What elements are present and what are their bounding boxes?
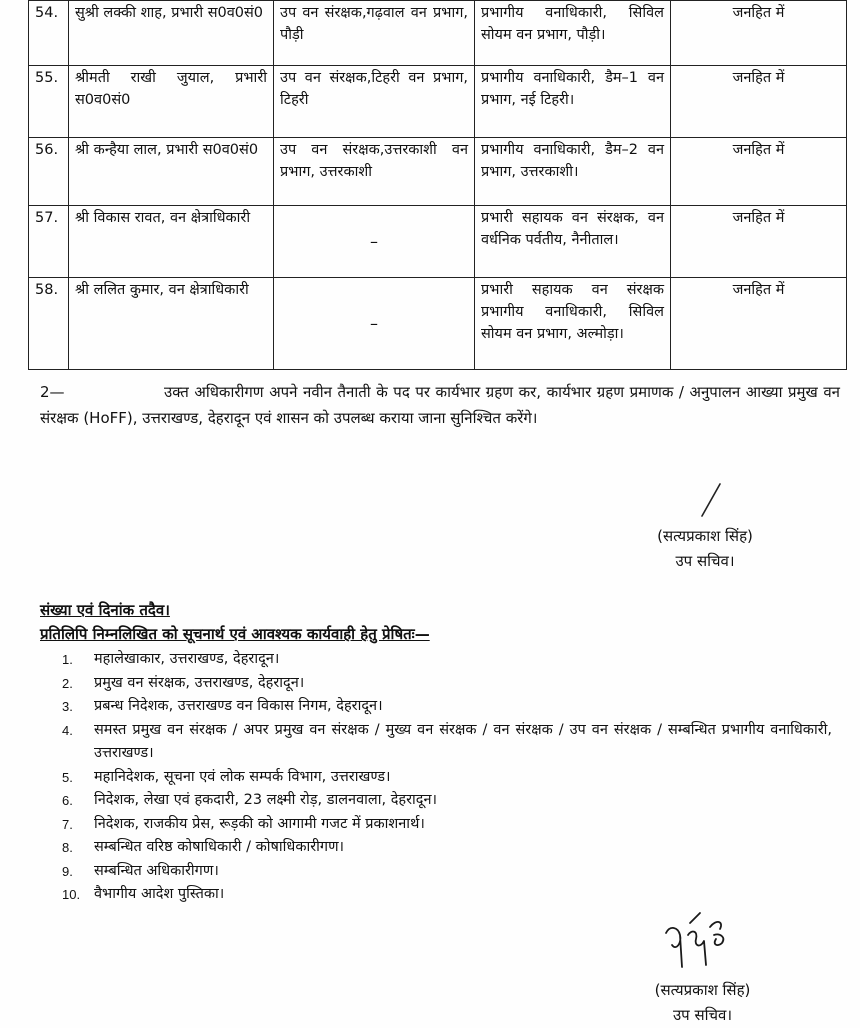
list-number: 10. [62,887,81,902]
row-number: 57. [29,206,69,278]
list-item [62,860,832,884]
new-posting: प्रभारी सहायक वन संरक्षक प्रभागीय वनाधिकारी, सिविल सोयम वन प्रभाग, अल्मोड़ा। [475,278,671,370]
table-row [29,66,847,138]
handwritten-signature [660,905,740,975]
list-item [62,648,832,672]
new-posting: प्रभागीय वनाधिकारी, डैम–1 वन प्रभाग, नई टिहरी। [475,66,671,138]
recipient-text: सम्बन्धित वरिष्ठ कोषाधिकारी / कोषाधिकारीगण। [94,839,345,855]
officer-name: श्री ललित कुमार, वन क्षेत्राधिकारी [69,278,274,370]
list-item [62,813,832,837]
transfer-reason: जनहित में [671,1,847,66]
row-number: 54. [29,1,69,66]
row-number: 58. [29,278,69,370]
copy-recipient-list [62,648,832,907]
officer-name: श्री विकास रावत, वन क्षेत्राधिकारी [69,206,274,278]
signature-block [620,978,785,1028]
list-number: 9. [62,863,73,879]
current-posting: उप वन संरक्षक,टिहरी वन प्रभाग, टिहरी [274,66,475,138]
transfer-reason: जनहित में [671,66,847,138]
table-row [29,138,847,206]
current-posting: उप वन संरक्षक,गढ़वाल वन प्रभाग, पौड़ी [274,1,475,66]
recipient-text: निदेशक, राजकीय प्रेस, रूड़की को आगामी गजट में प्रकाशनार्थ। [94,815,425,832]
signatory-name: (सत्यप्रकाश सिंह) [657,527,753,545]
table-row [29,206,847,278]
signatory-designation: उप सचिव। [675,552,735,570]
list-number: 7. [62,816,73,832]
list-number: 4. [62,722,73,738]
transfer-reason: जनहित में [671,278,847,370]
list-item [62,695,832,719]
recipient-text: महानिदेशक, सूचना एवं लोक सम्पर्क विभाग, उत्तराखण्ड। [94,768,391,785]
recipient-text: समस्त प्रमुख वन संरक्षक / अपर प्रमुख वन संरक्षक / मुख्य वन संरक्षक / वन संरक्षक / उप वन संरक्षक / सम्बन्धित प्रभागीय वनाधिकारी, उत्तराखण्ड। [94,721,832,761]
signature-mark [690,480,730,520]
list-item [62,766,832,790]
recipient-text: महालेखाकार, उत्तराखण्ड, देहरादून। [94,651,280,667]
new-posting: प्रभागीय वनाधिकारी, सिविल सोयम वन प्रभाग, पौड़ी। [475,1,671,66]
recipient-text: निदेशक, लेखा एवं हकदारी, 23 लक्ष्मी रोड़, डालनवाला, देहरादून। [94,792,438,808]
signature-block [625,524,785,574]
officer-name: श्री कन्हैया लाल, प्रभारी स0व0सं0 [69,138,274,206]
signatory-name: (सत्यप्रकाश सिंह) [654,981,751,999]
paragraph-number: 2— [40,383,65,401]
recipient-text: प्रबन्ध निदेशक, उत्तराखण्ड वन विकास निगम, देहरादून। [94,698,383,714]
list-item [62,719,832,766]
recipient-text: प्रमुख वन संरक्षक, उत्तराखण्ड, देहरादून। [94,674,305,691]
list-number: 2. [62,675,73,691]
list-item [62,672,832,696]
instruction-paragraph [40,379,840,431]
current-posting: – [274,278,475,370]
list-item [62,789,832,813]
recipient-text: वैभागीय आदेश पुस्तिका। [94,886,225,902]
list-number: 6. [62,793,73,808]
table-row [29,278,847,370]
current-posting: उप वन संरक्षक,उत्तरकाशी वन प्रभाग, उत्तरकाशी [274,138,475,206]
list-item [62,836,832,860]
current-posting: – [274,206,475,278]
transfer-table [28,0,847,370]
table-row [29,1,847,66]
signatory-designation: उप सचिव। [672,1006,733,1024]
list-number: 5. [62,769,73,785]
list-item [62,883,832,907]
reference-number-line: संख्या एवं दिनांक तदैव। [40,601,170,619]
list-number: 8. [62,840,73,855]
copy-to-heading: प्रतिलिपि निम्नलिखित को सूचनार्थ एवं आवश्यक कार्यवाही हेतु प्रेषितः— [40,625,430,643]
officer-name: श्रीमती राखी जुयाल, प्रभारी स0व0सं0 [69,66,274,138]
new-posting: प्रभारी सहायक वन संरक्षक, वन वर्धनिक पर्वतीय, नैनीताल। [475,206,671,278]
list-number: 3. [62,699,73,714]
paragraph-text: उक्त अधिकारीगण अपने नवीन तैनाती के पद पर कार्यभार ग्रहण कर, कार्यभार ग्रहण प्रमाणक / अनुपालन आख्या प्रमुख वन संरक्षक (HoFF), उत्तराखण्ड, देहरादून एवं शासन को उपलब्ध कराया जाना सुनिश्चित करेंगे। [40,383,840,427]
row-number: 55. [29,66,69,138]
list-number: 1. [62,652,73,667]
row-number: 56. [29,138,69,206]
officer-name: सुश्री लक्की शाह, प्रभारी स0व0सं0 [69,1,274,66]
transfer-reason: जनहित में [671,138,847,206]
transfer-reason: जनहित में [671,206,847,278]
new-posting: प्रभागीय वनाधिकारी, डैम–2 वन प्रभाग, उत्तरकाशी। [475,138,671,206]
recipient-text: सम्बन्धित अधिकारीगण। [94,862,219,879]
reference-block [40,598,430,646]
